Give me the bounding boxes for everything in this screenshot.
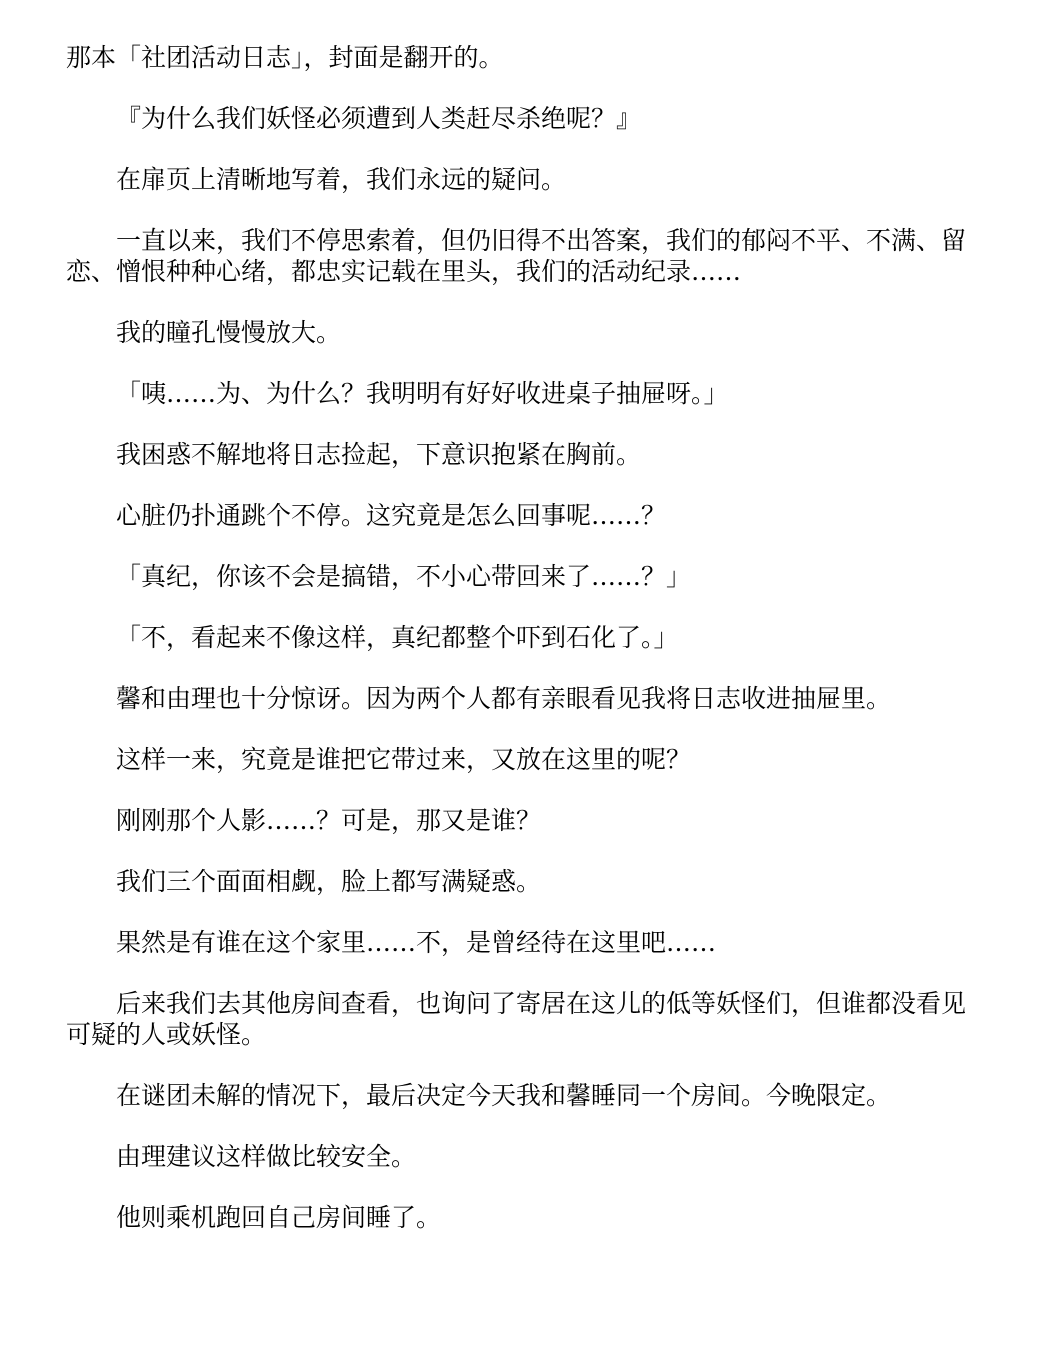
paragraph-15: 果然是有谁在这个家里……不，是曾经待在这里吧…… xyxy=(116,928,717,957)
paragraph-12: 这样一来，究竟是谁把它带过来，又放在这里的呢？ xyxy=(116,745,692,774)
paragraph-8: 心脏仍扑通跳个不停。这究竟是怎么回事呢……？ xyxy=(116,501,667,530)
paragraph-2: 『为什么我们妖怪必须遭到人类赶尽杀绝呢？』 xyxy=(116,104,642,133)
paragraph-1: 那本「社团活动日志」，封面是翻开的。 xyxy=(66,43,504,72)
paragraph-13: 刚刚那个人影……？可是，那又是谁？ xyxy=(116,806,542,835)
paragraph-10: 「不，看起来不像这样，真纪都整个吓到石化了。」 xyxy=(116,623,679,652)
paragraph-18: 由理建议这样做比较安全。 xyxy=(116,1142,417,1171)
paragraph-4: 一直以来，我们不停思索着，但仍旧得不出答案，我们的郁闷不平、不满、留恋、憎恨种种心绪，都忠实记载在里头，我们的活动纪录…… xyxy=(66,226,967,286)
paragraph-7: 我困惑不解地将日志捡起，下意识抱紧在胸前。 xyxy=(116,440,642,469)
paragraph-17: 在谜团未解的情况下，最后决定今天我和馨睡同一个房间。今晚限定。 xyxy=(116,1081,892,1110)
paragraph-9: 「真纪，你该不会是搞错，不小心带回来了……？」 xyxy=(116,562,692,591)
body-text xyxy=(66,42,980,1263)
paragraph-5: 我的瞳孔慢慢放大。 xyxy=(116,318,342,347)
paragraph-11: 馨和由理也十分惊讶。因为两个人都有亲眼看见我将日志收进抽屉里。 xyxy=(116,684,892,713)
paragraph-16: 后来我们去其他房间查看，也询问了寄居在这儿的低等妖怪们，但谁都没看见可疑的人或妖怪。 xyxy=(66,989,967,1049)
paragraph-14: 我们三个面面相觑，脸上都写满疑惑。 xyxy=(116,867,542,896)
paragraph-19: 他则乘机跑回自己房间睡了。 xyxy=(116,1203,442,1232)
paragraph-3: 在扉页上清晰地写着，我们永远的疑问。 xyxy=(116,165,567,194)
paragraph-6: 「咦……为、为什么？我明明有好好收进桌子抽屉呀。」 xyxy=(116,379,729,408)
